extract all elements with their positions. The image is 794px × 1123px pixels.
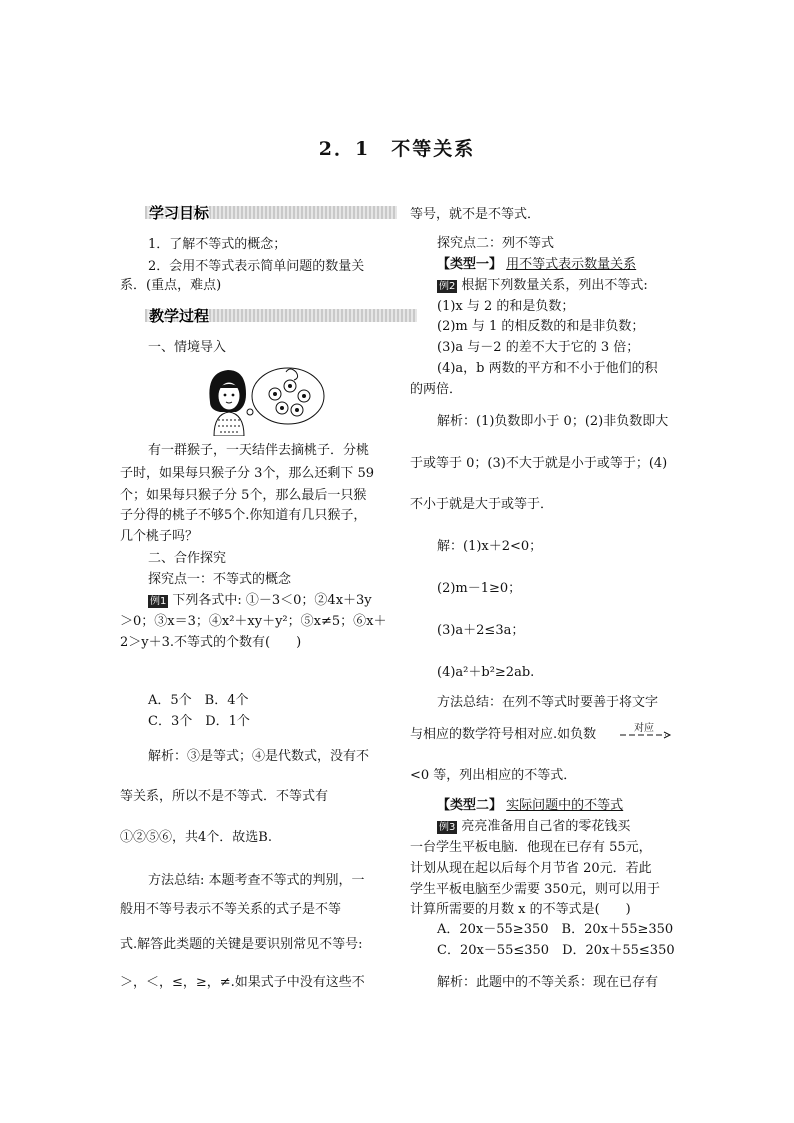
example-3-text: 亮亮准备用自己省的零花钱买	[461, 819, 631, 834]
summary-1-line-2: 般用不等号表示不等关系的式子是不等	[120, 902, 342, 917]
goal-1: 1．了解不等式的概念；	[148, 237, 287, 252]
solution-1: 解：(1)x＋2<0；	[437, 539, 543, 554]
example-1-line-1	[148, 592, 372, 610]
method-2-line-3: <0 等，列出相应的不等式．	[410, 768, 577, 783]
story-line-5: 几个桃子吗？	[120, 529, 199, 544]
example-3-line-2: 一台学生平板电脑．他现在已存有 55元，	[410, 840, 652, 855]
summary-1-line-3: 式.解答此类题的关键是要识别常见不等号:	[120, 937, 363, 952]
example-1-text: 下列各式中: ①－3＜0；②4x＋3y	[172, 593, 372, 608]
type-1-heading	[437, 256, 636, 274]
intro-heading: 一、情境导入	[148, 340, 227, 355]
analysis-1-line-2: 等关系，所以不是不等式．不等式有	[120, 789, 329, 804]
section-teaching-process	[145, 306, 417, 326]
analysis-3-line-1: 解析：此题中的不等关系：现在已存有	[437, 975, 659, 990]
story-line-2: 子时，如果每只猴子分 3个，那么还剩下 59	[120, 466, 375, 481]
method-2-line-2: 与相应的数学符号相对应.如负数	[410, 727, 597, 742]
story-line-4: 子分得的桃子不够5个.你知道有几只猴子，	[120, 508, 367, 523]
goal-2-cont: 系．(重点，难点)	[120, 278, 222, 293]
solution-2: (2)m－1≥0；	[437, 581, 522, 596]
example-2-line	[437, 277, 648, 295]
question-4-cont: 的两倍．	[410, 382, 463, 397]
example-3-line-3: 计划从现在起以后每个月节省 20元．若此	[410, 861, 652, 876]
analysis-2-line-3: 不小于就是大于或等于．	[410, 497, 554, 512]
section-title: 学习目标	[149, 204, 210, 222]
options-3-ab: A．20x－55≥350 B．20x＋55≥350	[437, 922, 674, 937]
type-name: 实际问题中的不等式	[506, 798, 624, 813]
question-2: (2)m 与 1 的相反数的和是非负数；	[437, 319, 645, 334]
arrow-icon	[620, 731, 672, 739]
example-3-line-1	[437, 818, 630, 836]
type-tag: 【类型一】	[437, 257, 503, 272]
type-tag: 【类型二】	[437, 798, 503, 813]
question-4: (4)a，b 两数的平方和不小于他们的积	[437, 361, 658, 376]
correspond-arrow-label: 对应	[634, 723, 654, 734]
method-2-line-1: 方法总结：在列不等式时要善于将文字	[437, 695, 659, 710]
section-learning-goals	[145, 203, 397, 223]
example-2-text: 根据下列数量关系，列出不等式:	[461, 278, 648, 293]
section-title: 教学过程	[149, 307, 210, 325]
analysis-2-line-2: 于或等于 0；(3)不大于就是小于或等于；(4)	[410, 456, 668, 471]
options-1-ab: A．5个 B．4个	[148, 693, 249, 708]
story-line-3: 个；如果每只猴子分 5个，那么最后一只猴	[120, 488, 367, 503]
girl-monkeys-illustration	[200, 364, 326, 436]
solution-4: (4)a²＋b²≥2ab.	[437, 665, 535, 680]
point-1-heading: 探究点一：不等式的概念	[148, 572, 292, 587]
example-3-line-5: 计算所需要的月数 x 的不等式是( )	[410, 902, 631, 917]
type-2-heading	[437, 797, 623, 815]
example-3-line-4: 学生平板电脑至少需要 350元，则可以用于	[410, 882, 660, 897]
type-name: 用不等式表示数量关系	[506, 257, 637, 272]
point-2-heading: 探究点二：列不等式	[437, 236, 555, 251]
summary-1-line-1: 方法总结: 本题考查不等式的判别，一	[148, 873, 365, 888]
analysis-1-line-3: ①②⑤⑥，共4个．故选B.	[120, 830, 272, 845]
options-1-cd: C．3个 D．1个	[148, 714, 250, 729]
story-line-1: 有一群猴子，一天结伴去摘桃子．分桃	[148, 443, 370, 458]
right-line-1: 等号，就不是不等式．	[410, 207, 541, 222]
page-title: 2．1 不等关系	[318, 138, 476, 160]
solution-3: (3)a＋2≤3a；	[437, 623, 525, 638]
example-1-line-2: ＞0；③x＝3；④x²＋xy＋y²；⑤x≠5；⑥x＋	[120, 614, 387, 629]
options-3-cd: C．20x－55≤350 D．20x＋55≤350	[437, 943, 675, 958]
explore-heading: 二、合作探究	[148, 551, 227, 566]
example-badge: 例3	[439, 822, 456, 833]
analysis-1-line-1: 解析：③是等式；④是代数式，没有不	[148, 749, 370, 764]
question-3: (3)a 与－2 的差不大于它的 3 倍；	[437, 340, 640, 355]
summary-1-line-4: ＞，＜，≤，≥，≠.如果式子中没有这些不	[120, 975, 365, 990]
analysis-2-line-1: 解析：(1)负数即小于 0；(2)非负数即大	[437, 414, 669, 429]
question-1: (1)x 与 2 的和是负数；	[437, 299, 575, 314]
example-badge: 例2	[439, 281, 456, 292]
goal-2: 2．会用不等式表示简单问题的数量关	[148, 259, 365, 274]
example-1-line-3: 2＞y＋3.不等式的个数有( )	[120, 635, 302, 650]
example-badge: 例1	[150, 596, 167, 607]
